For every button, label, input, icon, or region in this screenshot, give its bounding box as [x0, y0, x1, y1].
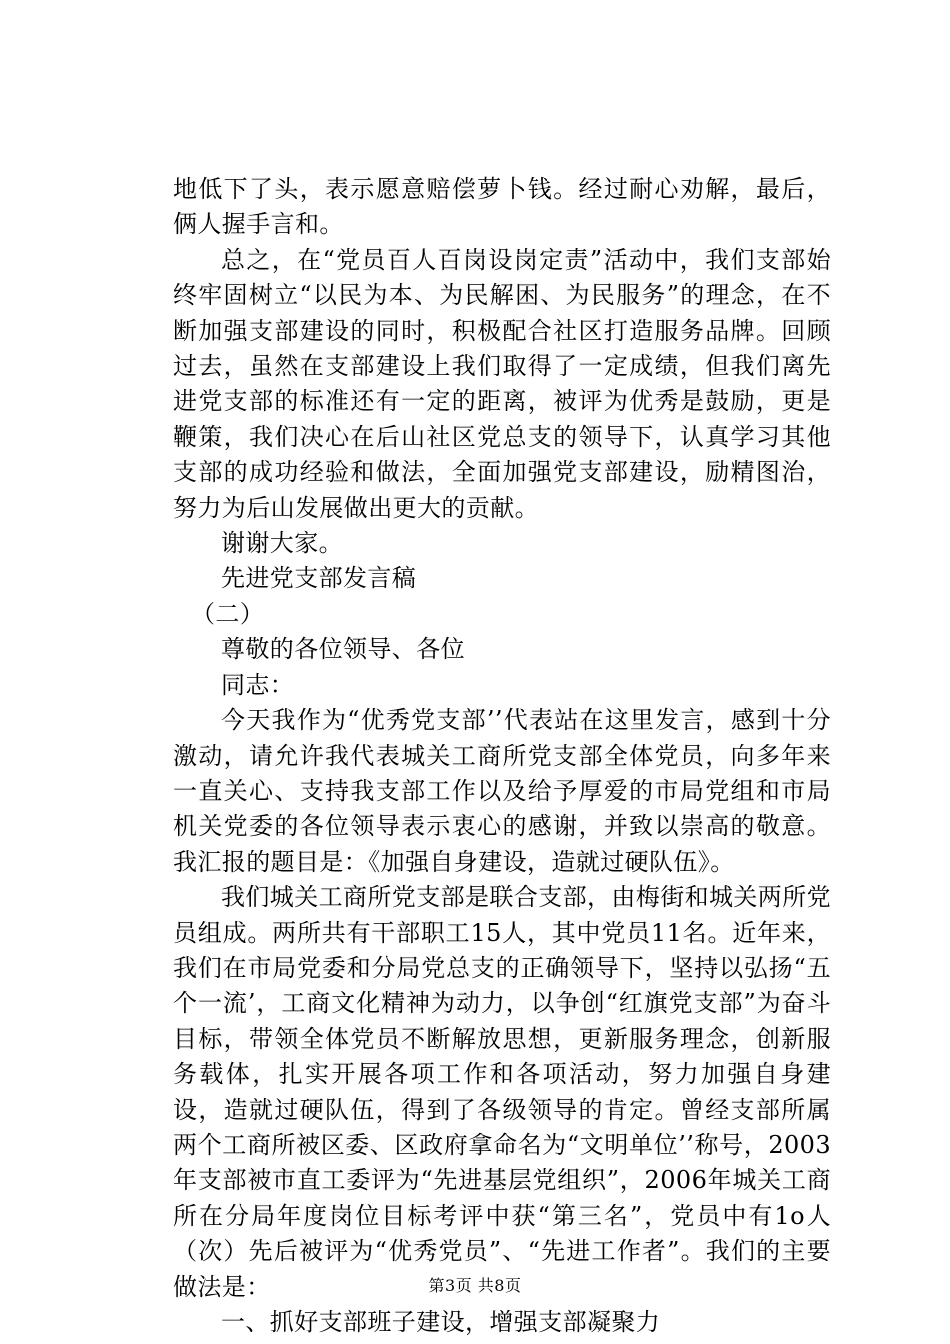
paragraph-summary: 总之，在“党员百人百岗设岗定责”活动中，我们支部始终牢固树立“以民为本、为民解困、为民服务”的理念，在不断加强支部建设的同时，积极配合社区打造服务品牌。回顾过去，虽然在支部建设上我们取得了一定成绩，但我们离先进党支部的标准还有一定的距离，被评为优秀是鼓励，更是鞭策，我们决心在后山社区党总支的领导下，认真学习其他支部的成功经验和做法，全面加强党支部建设，励精图治，努力为后山发展做出更大的贡献。	[173, 245, 831, 522]
paragraph-continuation: 地低下了头，表示愿意赔偿萝卜钱。经过耐心劝解，最后，俩人握手言和。	[173, 175, 831, 239]
salutation-line-2: 同志：	[221, 670, 295, 699]
salutation-line-1: 尊敬的各位领导、各位	[221, 635, 465, 664]
speech-subtitle: （二）	[191, 599, 265, 628]
section-heading-1: 一、抓好支部班子建设，增强支部凝聚力	[221, 1308, 661, 1336]
paragraph-introduction: 我们城关工商所党支部是联合支部，由梅街和城关两所党员组成。两所共有干部职工15人，其中党员11名。近年来，我们在市局党委和分局党总支的正确领导下，坚持以弘扬“五个一流’，工商文化精神为动力，以争创“红旗党支部”为奋斗目标，带领全体党员不断解放思想，更新服务理念，创新服务载体，扎实开展各项工作和各项活动，努力加强自身建设，造就过硬队伍，得到了各级领导的肯定。曾经支部所属两个工商所被区委、区政府拿命名为“文明单位’’称号，2003年支部被市直工委评为“先进基层党组织”，2006年城关工商所在分局年度岗位目标考评中获“第三名”，党员中有1o人（次）先后被评为“优秀党员”、“先进工作者”。我们的主要做法是：	[173, 883, 831, 1301]
paragraph-thanks: 谢谢大家。	[221, 529, 343, 558]
page-footer: 第3页 共8页	[428, 1276, 522, 1295]
document-body	[173, 172, 831, 1340]
speech-title: 先进党支部发言稿	[221, 564, 417, 593]
paragraph-opening: 今天我作为“优秀党支部’’代表站在这里发言，感到十分激动，请允许我代表城关工商所党支部全体党员，向多年来一直关心、支持我支部工作以及给予厚爱的市局党组和市局机关党委的各位领导表示衷心的感谢，并致以崇高的敬意。我汇报的题目是：《加强自身建设，造就过硬队伍》。	[173, 706, 831, 876]
